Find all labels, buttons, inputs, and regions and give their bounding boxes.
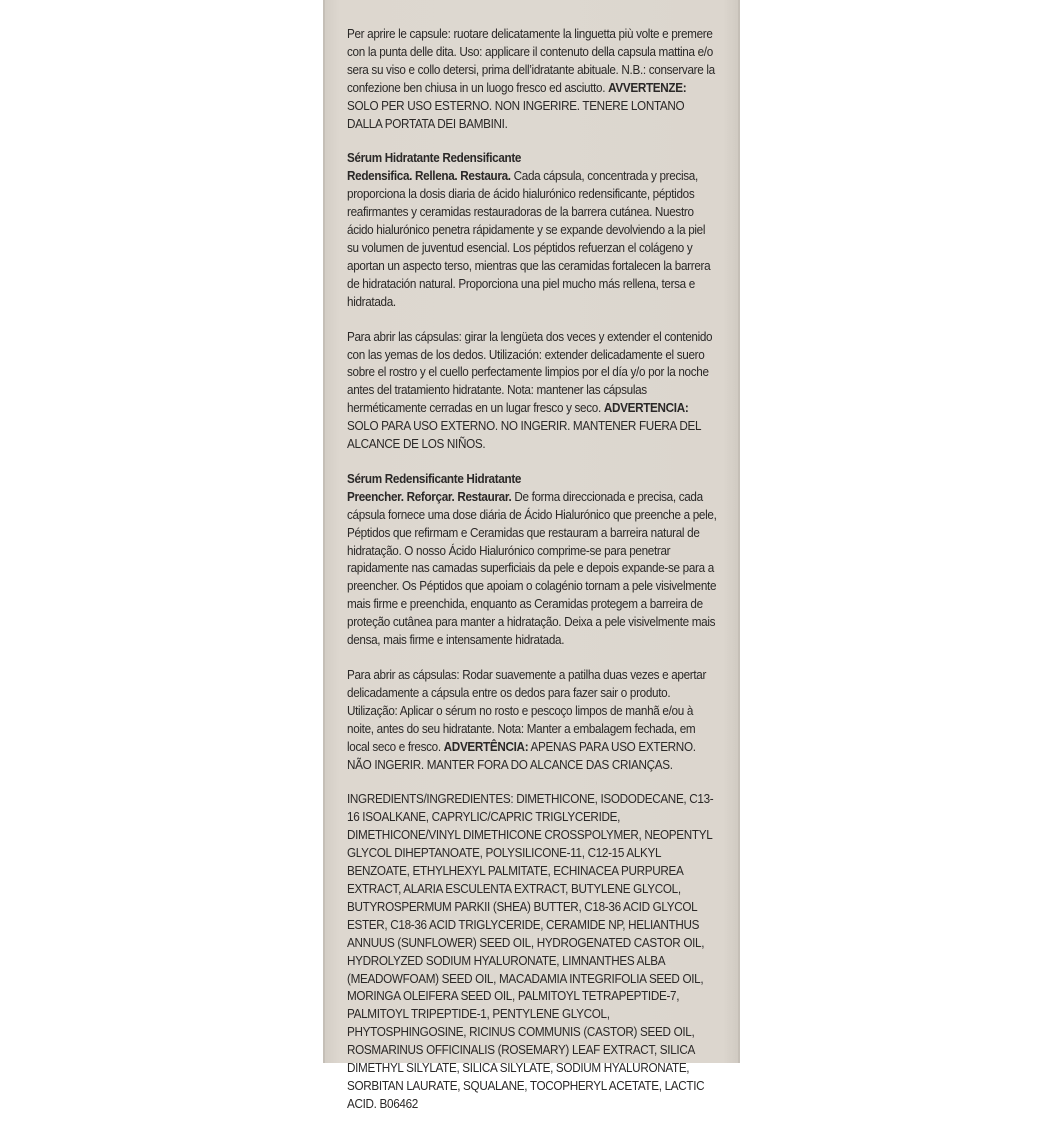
italian-directions-text: Per aprire le capsule: ruotare delicatamente la linguetta più volte e premere con la punta delle dita. Uso: applicare il contenuto della capsula mattina e/o sera su viso e collo detersi, prima dell’idratante abituale. N.B.: conservare la confezione ben chiusa in un luogo fresco ed asciutto.	[347, 27, 715, 95]
portuguese-warning-label: ADVERTÊNCIA:	[443, 739, 529, 754]
portuguese-tagline: Preencher. Reforçar. Restaurar.	[347, 489, 512, 504]
label-text	[347, 26, 717, 1131]
italian-warning-label: AVVERTENZE:	[608, 80, 687, 95]
spanish-directions	[347, 329, 717, 454]
packaging-panel	[323, 0, 740, 1111]
ingredients-list: INGREDIENTS/INGREDIENTES: DIMETHICONE, ISODODECANE, C13-16 ISOALKANE, CAPRYLIC/CAPRIC TRIGLYCERIDE, DIMETHICONE/VINYL DIMETHICONE CROSSPOLYMER, NEOPENTYL GLYCOL DIHEPTANOATE, POLYSILICONE-11, C12-15 ALKYL BENZOATE, ETHYLHEXYL PALMITATE, ECHINACEA PURPUREA EXTRACT, ALARIA ESCULENTA EXTRACT, BUTYLENE GLYCOL, BUTYROSPERMUM PARKII (SHEA) BUTTER, C18-36 ACID GLYCOL ESTER, C18-36 ACID TRIGLYCERIDE, CERAMIDE NP, HELIANTHUS ANNUUS (SUNFLOWER) SEED OIL, HYDROGENATED CASTOR OIL, HYDROLYZED SODIUM HYALURONATE, LIMNANTHES ALBA (MEADOWFOAM) SEED OIL, MACADAMIA INTEGRIFOLIA SEED OIL, MORINGA OLEIFERA SEED OIL, PALMITOYL TETRAPEPTIDE-7, PALMITOYL TRIPEPTIDE-1, PENTYLENE GLYCOL, PHYTOSPHINGOSINE, RICINUS COMMUNIS (CASTOR) SEED OIL, ROSMARINUS OFFICINALIS (ROSEMARY) LEAF EXTRACT, SILICA DIMETHYL SILYLATE, SILICA SILYLATE, SODIUM HYALURONATE, SORBITAN LAURATE, SQUALANE, TOCOPHERYL ACETATE, LACTIC ACID. B06462	[347, 792, 714, 1111]
italian-section	[347, 26, 717, 133]
portuguese-product-section	[347, 471, 717, 650]
italian-warning-text: SOLO PER USO ESTERNO. NON INGERIRE. TENERE LONTANO DALLA PORTATA DEI BAMBINI.	[347, 98, 685, 131]
portuguese-directions-text: Para abrir as cápsulas: Rodar suavemente a patilha duas vezes e apertar delicadamente a cápsula entre os dedos para fazer sair o produto. Utilização: Aplicar o sérum no rosto e pescoço limpos de manhã e/ou à noite, antes do seu hidratante. Nota: Manter a embalagem fechada, em local seco e fresco.	[347, 668, 707, 754]
portuguese-directions-section	[347, 667, 717, 774]
spanish-directions-section	[347, 329, 717, 454]
spanish-product-section	[347, 150, 717, 311]
italian-directions	[347, 26, 717, 133]
spanish-tagline: Redensifica. Rellena. Restaura.	[347, 169, 511, 184]
ingredients-section	[347, 791, 717, 1113]
spanish-description-text: Cada cápsula, concentrada y precisa, proporciona la dosis diaria de ácido hialurónico redensificante, péptidos reafirmantes y ceramidas restauradoras de la barrera cutánea. Nuestro ácido hialurónico penetra rápidamente y se expande devolviendo a la piel su volumen de juventud esencial. Los péptidos refuerzan el colágeno y aportan un aspecto terso, mientras que las ceramidas fortalecen la barrera de hidratación natural. Proporciona una piel mucho más rellena, tersa e hidratada.	[347, 169, 711, 309]
spanish-warning-label: ADVERTENCIA:	[603, 401, 689, 416]
portuguese-title: Sérum Redensificante Hidratante	[347, 471, 522, 486]
portuguese-description	[347, 489, 717, 650]
spanish-description	[347, 168, 717, 311]
spanish-directions-text: Para abrir las cápsulas: girar la lengüeta dos veces y extender el contenido con las yemas de los dedos. Utilización: extender delicadamente el suero sobre el rostro y el cuello perfectamente limpios por el día y/o por la noche antes del tratamiento hidratante. Nota: mantener las cápsulas herméticamente cerradas en un lugar fresco y seco.	[347, 329, 713, 416]
portuguese-directions	[347, 667, 717, 774]
portuguese-description-text: De forma direccionada e precisa, cada cápsula fornece uma dose diária de Ácido Hialurónico que preenche a pele, Péptidos que refirmam e Ceramidas que restauram a barreira natural de hidratação. O nosso Ácido Hialurónico comprime-se para penetrar rapidamente nas camadas superficiais da pele e depois expande-se para a preencher. Os Péptidos que apoiam o colagénio tornam a pele visivelmente mais firme e preenchida, enquanto as Ceramidas protegem a barreira de proteção cutânea para manter a hidratação. Deixa a pele visivelmente mais densa, mais firme e intensamente hidratada.	[347, 489, 717, 648]
spanish-title: Sérum Hidratante Redensificante	[347, 151, 522, 166]
spanish-warning-text: SOLO PARA USO EXTERNO. NO INGERIR. MANTENER FUERA DEL ALCANCE DE LOS NIÑOS.	[347, 419, 701, 452]
portuguese-warning-text: APENAS PARA USO EXTERNO. NÃO INGERIR. MANTER FORA DO ALCANCE DAS CRIANÇAS.	[347, 739, 696, 772]
